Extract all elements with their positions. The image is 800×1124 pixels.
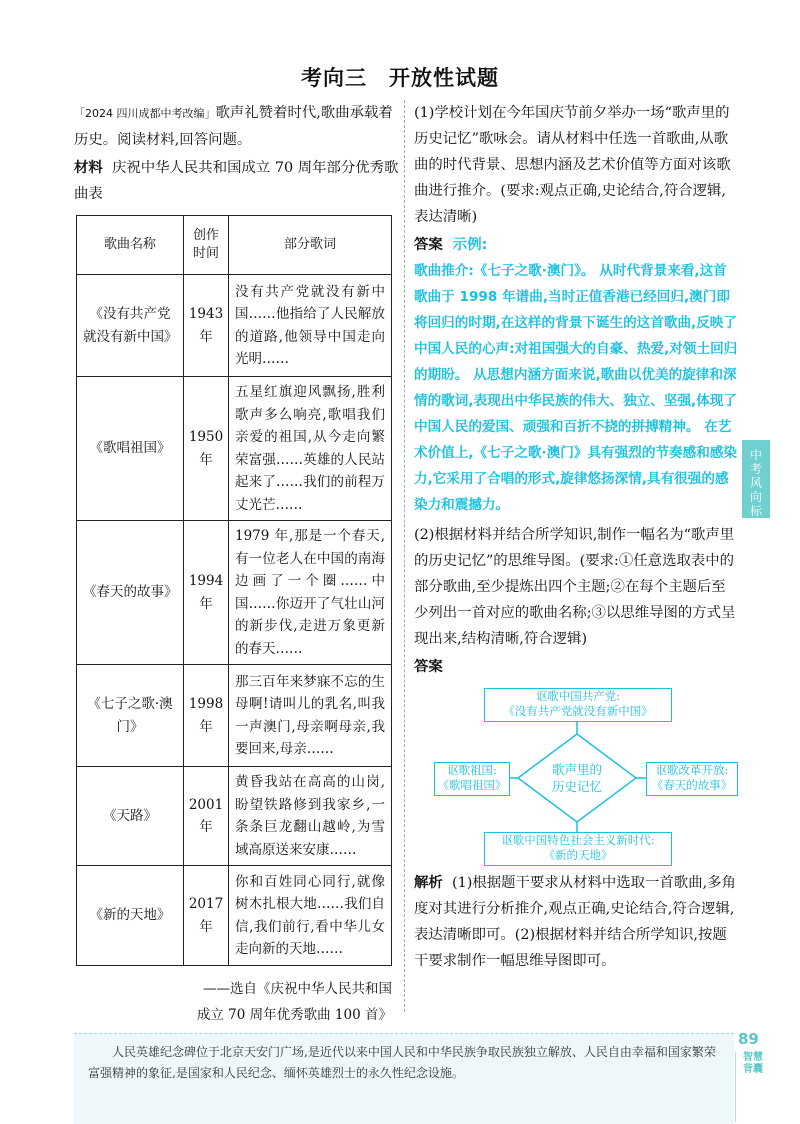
song-lyrics: 五星红旗迎风飘扬,胜利歌声多么响亮,歌唱我们亲爱的祖国,从今走向繁荣富强……英雄的人民站起来了……我们的前程万丈光芒…… xyxy=(229,377,392,521)
analysis-text: (1)根据题干要求从材料中选取一首歌曲,多角度对其进行分析推介,观点正确,史论结合,符合逻辑,表达清晰即可。(2)根据材料并结合所学知识,按题干要求制作一幅思维导图即可。 xyxy=(414,875,736,969)
table-row xyxy=(77,521,392,665)
table-row xyxy=(77,866,392,966)
column-divider xyxy=(404,100,405,1012)
example-label: 示例: xyxy=(452,237,488,253)
table-header-row xyxy=(77,216,392,275)
song-lyrics: 你和百姓同心同行,就像树木扎根大地……我们自信,我们前行,看中华儿女走向新的天地…… xyxy=(229,866,392,966)
table-row xyxy=(77,665,392,767)
mind-map-center xyxy=(537,761,617,795)
question-2 xyxy=(414,522,740,652)
material-heading xyxy=(74,155,400,207)
intro-paragraph xyxy=(74,100,400,153)
answer-2-heading xyxy=(414,654,740,680)
material-title: 庆祝中华人民共和国成立 70 周年部分优秀歌曲表 xyxy=(74,160,399,202)
source-line: 成立 70 周年优秀歌曲 100 首》 xyxy=(196,1007,392,1023)
mind-map-top-node xyxy=(484,688,672,722)
answer-label: 答案 xyxy=(414,659,443,675)
page-number: 89 xyxy=(738,1030,759,1048)
song-year: 1994 年 xyxy=(184,521,229,665)
song-year: 1950 年 xyxy=(184,377,229,521)
footer-text: 人民英雄纪念碑位于北京天安门广场,是近代以来中国人民和中华民族争取民族独立解放、人民自由幸福和国家繁荣富强精神的象征,是国家和人民纪念、缅怀英雄烈士的永久性纪念设施。 xyxy=(88,1045,716,1080)
songs-table xyxy=(76,215,392,966)
node-theme: 讴歌祖国: xyxy=(447,763,497,777)
answer-label: 答案 xyxy=(414,237,443,253)
mind-map-bottom-node xyxy=(484,832,672,866)
page-title: 考向三 开放性试题 xyxy=(301,66,499,90)
footer-rule xyxy=(735,1052,736,1122)
song-name: 《天路》 xyxy=(77,767,184,866)
song-lyrics: 1979 年,那是一个春天,有一位老人在中国的南海边画了一个圈……中国……你迈开了气壮山河的新步伐,走进万象更新的春天…… xyxy=(229,521,392,665)
side-tab-label: 中考风向标 xyxy=(749,448,762,518)
song-year: 1943 年 xyxy=(184,275,229,377)
table-row xyxy=(77,767,392,866)
song-year: 2017 年 xyxy=(184,866,229,966)
node-theme: 讴歌中国特色社会主义新时代: xyxy=(501,833,655,847)
question-1 xyxy=(414,100,740,230)
wisdom-badge: 智慧背囊 xyxy=(743,1052,763,1075)
song-name: 《歌唱祖国》 xyxy=(77,377,184,521)
header-lyrics: 部分歌词 xyxy=(229,216,392,275)
song-name: 《没有共产党就没有新中国》 xyxy=(77,275,184,377)
song-year: 1998 年 xyxy=(184,665,229,767)
header-year: 创作 时间 xyxy=(184,216,229,275)
question-number: (2) xyxy=(414,527,435,543)
table-row xyxy=(77,377,392,521)
song-year: 2001 年 xyxy=(184,767,229,866)
question-number: (1) xyxy=(414,105,435,121)
intro-text: 歌声礼赞着时代,歌曲承载着历史。阅读材料,回答问题。 xyxy=(74,105,393,148)
node-theme: 讴歌中国共产党: xyxy=(535,689,621,703)
footer-note xyxy=(74,1033,734,1124)
table-row xyxy=(77,275,392,377)
answer-1-heading xyxy=(414,232,740,258)
node-song: 《没有共产党就没有新中国》 xyxy=(503,704,653,718)
center-label: 歌声里的历史记忆 xyxy=(551,762,602,794)
mind-map-left-node xyxy=(434,762,510,796)
analysis-label: 解析 xyxy=(414,875,443,891)
analysis xyxy=(414,870,740,974)
material-label: 材料 xyxy=(74,160,103,176)
song-lyrics: 没有共产党就没有新中国……他指给了人民解放的道路,他领导中国走向光明…… xyxy=(229,275,392,377)
node-song: 《歌唱祖国》 xyxy=(437,778,507,792)
mind-map xyxy=(414,686,740,862)
mind-map-right-node xyxy=(646,762,738,796)
right-column xyxy=(414,100,740,974)
song-name: 《七子之歌·澳门》 xyxy=(77,665,184,767)
node-song: 《新的天地》 xyxy=(543,848,613,862)
song-name: 《春天的故事》 xyxy=(77,521,184,665)
source-line: ——选自《庆祝中华人民共和国 xyxy=(203,981,392,997)
side-tab xyxy=(742,440,770,518)
song-lyrics: 那三百年来梦寐不忘的生母啊!请叫儿的乳名,叫我一声澳门,母亲啊母亲,我要回来,母亲…… xyxy=(229,665,392,767)
header-song-name: 歌曲名称 xyxy=(77,216,184,275)
node-song: 《春天的故事》 xyxy=(651,778,733,792)
left-column xyxy=(74,100,400,1054)
question-text: 学校计划在今年国庆节前夕举办一场“歌声里的历史记忆”歌咏会。请从材料中任选一首歌曲,从歌曲的时代背景、思想内涵及艺术价值等方面对该歌曲进行推介。(要求:观点正确,史论结合,符合逻辑,表达清晰) xyxy=(414,105,731,225)
source-tag: 「2024 四川成都中考改编」 xyxy=(74,107,216,120)
song-name: 《新的天地》 xyxy=(77,866,184,966)
question-text: 根据材料并结合所学知识,制作一幅名为“歌声里的历史记忆”的思维导图。(要求:①任意选取表中的部分歌曲,至少提炼出四个主题;②在每个主题后至少列出一首对应的歌曲名称;③以思维导图的方式呈现出来,结构清晰,符合逻辑) xyxy=(414,527,736,647)
node-theme: 讴歌改革开放: xyxy=(655,763,729,777)
song-lyrics: 黄昏我站在高高的山岗,盼望铁路修到我家乡,一条条巨龙翻山越岭,为雪域高原送来安康…… xyxy=(229,767,392,866)
answer-1-text: 歌曲推介:《七子之歌·澳门》。 从时代背景来看,这首歌曲于 1998 年谱曲,当时正值香港已经回归,澳门即将回归的时期,在这样的背景下诞生的这首歌曲,反映了中国人民的心声:对祖国强大的自豪、热爱,对领土回归的期盼。 从思想内涵方面来说,歌曲以优美的旋律和深情的歌词,表现出中华民族的伟大、独立、坚强,体现了中国人民的爱国、顽强和百折不挠的拼搏精神。 在艺术价值上,《七子之歌·澳门》具有强烈的节奏感和感染力,它采用了合唱的形式,旋律悠扬深情,具有很强的感染力和震撼力。 xyxy=(414,263,738,513)
